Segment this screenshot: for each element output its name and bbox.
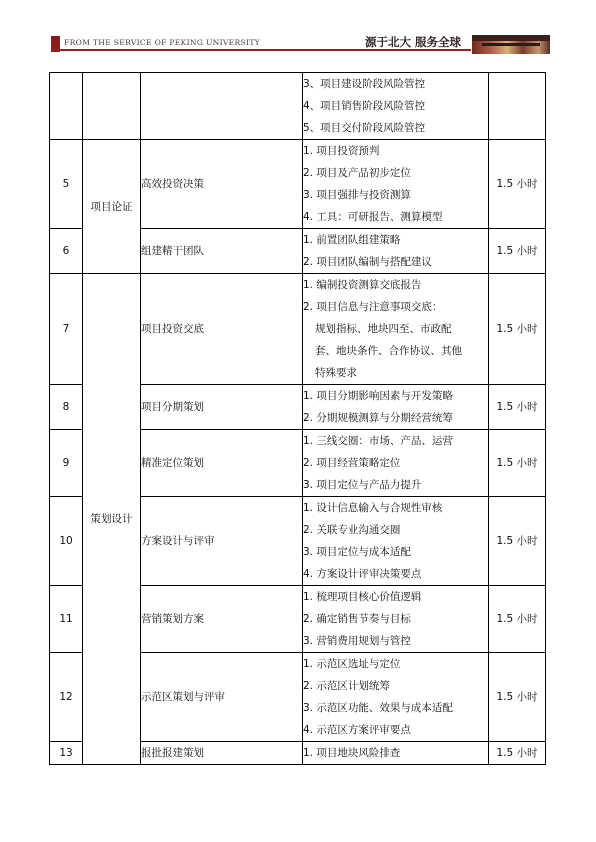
content-item: 2. 项目信息与注意事项交底： [303, 301, 443, 313]
topic-cell: 营销策划方案 [141, 586, 303, 653]
content-item: 3. 项目强排与投资测算 [303, 189, 411, 201]
content-item: 2. 项目团队编制与搭配建议 [303, 256, 432, 268]
row-number: 10 [50, 497, 83, 586]
content-cell [303, 385, 489, 430]
hours-cell: 1.5 小时 [489, 229, 546, 274]
content-item: 3. 营销费用规划与管控 [303, 635, 411, 647]
content-item: 1. 梳理项目核心价值逻辑 [303, 591, 422, 603]
topic-cell: 报批报建策划 [141, 742, 303, 765]
content-item: 1. 项目分期影响因素与开发策略 [303, 390, 453, 402]
topic-cell: 方案设计与评审 [141, 497, 303, 586]
page-header [0, 0, 596, 58]
content-item: 1. 三线交圈：市场、产品、运营 [303, 435, 453, 447]
content-cell [303, 274, 489, 385]
row-number [50, 73, 83, 140]
hours-cell: 1.5 小时 [489, 497, 546, 586]
row-number: 7 [50, 274, 83, 385]
content-item: 2. 分期规模测算与分期经营统筹 [303, 412, 453, 424]
hours-cell: 1.5 小时 [489, 274, 546, 385]
content-item: 1. 设计信息输入与合规性审核 [303, 502, 443, 514]
topic-cell: 示范区策划与评审 [141, 653, 303, 742]
content-item: 1. 项目投资预判 [303, 145, 380, 157]
topic-cell: 高效投资决策 [141, 140, 303, 229]
content-item: 1. 编制投资测算交底报告 [303, 279, 422, 291]
content-item: 规划指标、地块四至、市政配 [315, 323, 452, 335]
row-number: 5 [50, 140, 83, 229]
topic-cell [141, 73, 303, 140]
content-item: 4. 工具：可研报告、测算模型 [303, 211, 443, 223]
hours-cell: 1.5 小时 [489, 430, 546, 497]
row-number: 13 [50, 742, 83, 765]
content-cell [303, 229, 489, 274]
content-item: 3. 项目定位与产品力提升 [303, 479, 422, 491]
content-item: 1. 前置团队组建策略 [303, 234, 401, 246]
content-item: 2. 项目及产品初步定位 [303, 167, 411, 179]
content-cell [303, 430, 489, 497]
content-item: 特殊要求 [315, 367, 357, 379]
content-cell [303, 140, 489, 229]
header-english-tagline: FROM THE SERVICE OF PEKING UNIVERSITY [64, 38, 261, 47]
row-number: 9 [50, 430, 83, 497]
row-number: 8 [50, 385, 83, 430]
table-row [50, 73, 546, 140]
content-item: 2. 示范区计划统筹 [303, 680, 390, 692]
content-item: 2. 项目经营策略定位 [303, 457, 401, 469]
header-chinese-slogan: 源于北大 服务全球 [365, 35, 462, 49]
content-item: 4. 示范区方案评审要点 [303, 724, 411, 736]
topic-cell: 项目投资交底 [141, 274, 303, 385]
content-item: 4. 方案设计评审决策要点 [303, 568, 422, 580]
hours-cell: 1.5 小时 [489, 742, 546, 765]
category-cell: 项目论证 [83, 140, 141, 274]
table-row [50, 140, 546, 229]
content-item: 4、项目销售阶段风险管控 [303, 100, 426, 112]
row-number: 11 [50, 586, 83, 653]
course-schedule-table [49, 72, 546, 765]
content-item: 套、地块条件、合作协议、其他 [315, 345, 462, 357]
content-cell [303, 653, 489, 742]
hours-cell: 1.5 小时 [489, 653, 546, 742]
content-item: 1. 项目地块风险排查 [303, 747, 401, 759]
content-item: 3. 项目定位与成本适配 [303, 546, 411, 558]
content-item: 3、项目建设阶段风险管控 [303, 78, 426, 90]
category-cell: 策划设计 [83, 274, 141, 765]
content-item: 3. 示范区功能、效果与成本适配 [303, 702, 453, 714]
hours-cell: 1.5 小时 [489, 140, 546, 229]
content-cell [303, 742, 489, 765]
hours-cell: 1.5 小时 [489, 586, 546, 653]
table-row [50, 274, 546, 385]
content-item: 2. 确定销售节奏与目标 [303, 613, 411, 625]
content-cell [303, 586, 489, 653]
hours-cell: 1.5 小时 [489, 385, 546, 430]
topic-cell: 精准定位策划 [141, 430, 303, 497]
row-number: 6 [50, 229, 83, 274]
topic-cell: 项目分期策划 [141, 385, 303, 430]
category-cell [83, 73, 141, 140]
content-cell [303, 497, 489, 586]
campus-gate-image [472, 35, 550, 54]
topic-cell: 组建精干团队 [141, 229, 303, 274]
content-item: 2. 关联专业沟通交圈 [303, 524, 401, 536]
content-item: 5、项目交付阶段风险管控 [303, 122, 426, 134]
content-cell [303, 73, 489, 140]
row-number: 12 [50, 653, 83, 742]
content-item: 1. 示范区选址与定位 [303, 658, 401, 670]
hours-cell [489, 73, 546, 140]
